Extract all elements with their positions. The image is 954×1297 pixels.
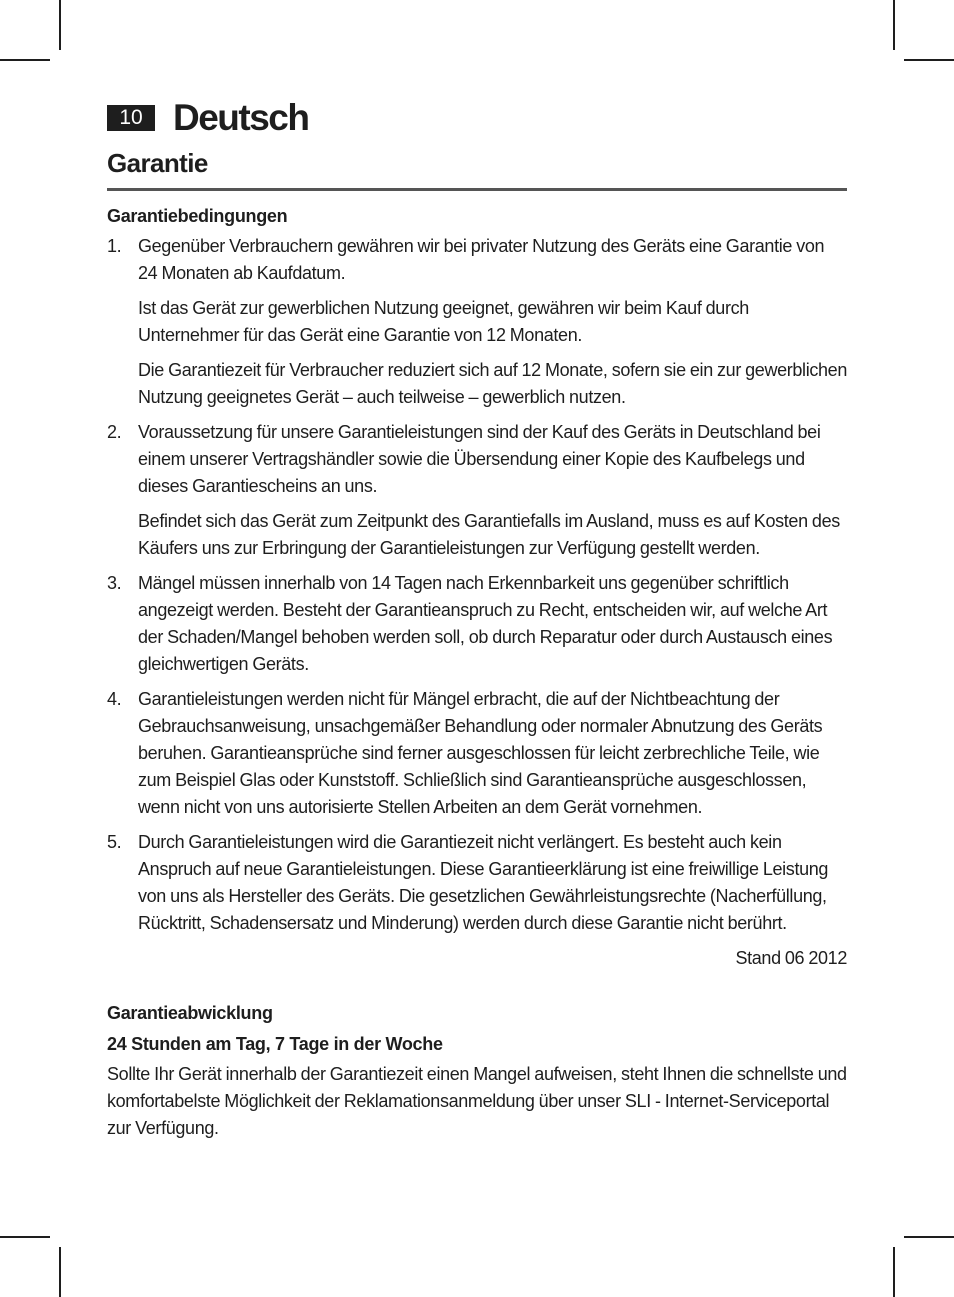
page-content <box>107 97 847 1142</box>
condition-item <box>107 419 847 562</box>
page-header <box>107 97 847 139</box>
condition-paragraph: Voraussetzung für unsere Garantieleistungen sind der Kauf des Geräts in Deutschland bei einem unserer Vertragshändler sowie die Übersendung einer Kopie des Kaufbelegs und dieses Garantiescheins an uns. <box>138 422 821 496</box>
language-title: Deutsch <box>173 97 309 138</box>
crop-mark <box>0 59 50 61</box>
version-stamp: Stand 06 2012 <box>735 948 847 968</box>
crop-mark <box>59 1247 61 1297</box>
condition-item <box>107 570 847 678</box>
section-divider <box>107 188 847 191</box>
condition-item <box>107 829 847 937</box>
crop-mark <box>904 1236 954 1238</box>
section-title: Garantie <box>107 148 208 178</box>
page-number: 10 <box>107 105 155 131</box>
processing-text: Sollte Ihr Gerät innerhalb der Garantiezeit einen Mangel aufweisen, steht Ihnen die schnellste und komfortabelste Möglichkeit der Reklamationsanmeldung über unser SLI - Internet-Serviceportal zur Verfügung. <box>107 1064 847 1138</box>
crop-mark <box>893 0 895 50</box>
processing-heading: Garantieabwicklung <box>107 1003 273 1023</box>
condition-paragraph: Gegenüber Verbrauchern gewähren wir bei privater Nutzung des Geräts eine Garantie von 24 Monaten ab Kaufdatum. <box>138 236 825 283</box>
conditions-list <box>107 233 847 937</box>
crop-mark <box>904 59 954 61</box>
crop-mark <box>59 0 61 50</box>
condition-number: 5. <box>107 832 122 852</box>
condition-paragraph: Befindet sich das Gerät zum Zeitpunkt des Garantiefalls im Ausland, muss es auf Kosten des Käufers uns zur Erbringung der Garantieleistungen zur Verfügung gestellt werden. <box>138 511 840 558</box>
condition-paragraph: Die Garantiezeit für Verbraucher reduziert sich auf 12 Monate, sofern sie ein zur gewerblichen Nutzung geeignetes Gerät – auch teilweise – gewerblich nutzen. <box>138 360 847 407</box>
crop-mark <box>0 1236 50 1238</box>
condition-number: 1. <box>107 236 122 256</box>
condition-item <box>107 686 847 821</box>
condition-paragraph: Mängel müssen innerhalb von 14 Tagen nach Erkennbarkeit uns gegenüber schriftlich angezeigt werden. Besteht der Garantieanspruch zu Recht, entscheiden wir, auf welche Art der Schaden/Mangel behoben werden soll, ob durch Reparatur oder durch Austausch eines gleichwertigen Geräts. <box>138 573 833 674</box>
crop-mark <box>893 1247 895 1297</box>
condition-item <box>107 233 847 411</box>
condition-paragraph: Ist das Gerät zur gewerblichen Nutzung geeignet, gewähren wir beim Kauf durch Unternehmer für das Gerät eine Garantie von 12 Monaten. <box>138 298 749 345</box>
availability-heading: 24 Stunden am Tag, 7 Tage in der Woche <box>107 1034 443 1054</box>
condition-number: 3. <box>107 573 122 593</box>
conditions-heading: Garantiebedingungen <box>107 206 288 226</box>
condition-paragraph: Durch Garantieleistungen wird die Garantiezeit nicht verlängert. Es besteht auch kein Anspruch auf neue Garantieleistungen. Diese Garantieerklärung ist eine freiwillige Leistung von uns als Hersteller des Geräts. Die gesetzlichen Gewährleistungsrechte (Nacherfüllung, Rücktritt, Schadensersatz und Minderung) werden durch diese Garantie nicht berührt. <box>138 832 829 933</box>
condition-number: 2. <box>107 422 122 442</box>
condition-number: 4. <box>107 689 122 709</box>
condition-paragraph: Garantieleistungen werden nicht für Mängel erbracht, die auf der Nichtbeachtung der Gebrauchsanweisung, unsachgemäßer Behandlung oder normaler Abnutzung des Geräts beruhen. Garantieansprüche sind ferner ausgeschlossen für leicht zerbrechliche Teile, wie zum Beispiel Glas oder Kunststoff. Schließlich sind Garantieansprüche ausgeschlossen, wenn nicht von uns autorisierte Stellen Arbeiten an dem Gerät vornehmen. <box>138 689 823 817</box>
